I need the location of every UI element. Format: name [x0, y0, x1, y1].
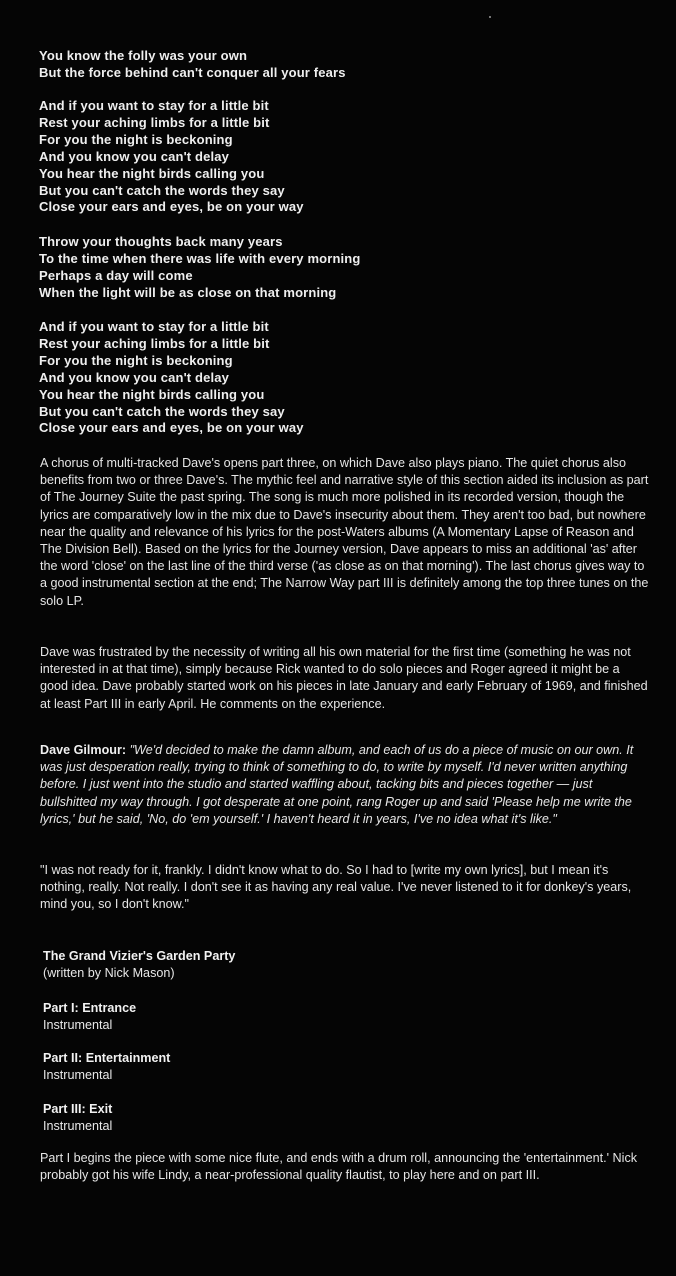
lyric-line: You know the folly was your own — [39, 48, 248, 63]
lyrics-verse-2 — [39, 234, 361, 302]
song-title: The Grand Vizier's Garden Party — [43, 949, 236, 963]
lyric-line: But the force behind can't conquer all your fears — [39, 64, 346, 80]
gilmour-quote-2: "I was not ready for it, frankly. I didn't know what to do. So I had to [write my own lyrics], but I mean it's nothing, really. Not really. I don't see it as having any real value. I've never listened to it for donkey's years, mind you, so I don't know." — [40, 863, 632, 912]
lyric-line: And if you want to stay for a little bit — [39, 319, 269, 334]
lyric-line: But you can't catch the words they say — [39, 182, 285, 198]
part-entry-2 — [43, 1050, 170, 1084]
lyric-line: Throw your thoughts back many years — [39, 234, 283, 249]
part-title: Part I: Entrance — [43, 1001, 137, 1015]
lyrics-verse-1 — [39, 48, 346, 82]
part-entry-1 — [43, 1000, 136, 1034]
gilmour-quote-1 — [40, 742, 650, 828]
commentary-paragraph-1: A chorus of multi-tracked Dave's opens part three, on which Dave also plays piano. The quiet chorus also benefits from two or three Dave's. The mythic feel and narrative style of this section aided its inclusion as part of The Journey Suite the past spring. The song is much more polished in its recorded version, though the lyrics are comparatively low in the mix due to Dave's insecurity about them. They aren't too bad, but nowhere near the quality and relevance of his lyrics for the post-Waters albums (A Momentary Lapse of Reason and The Division Bell). Based on the lyrics for the Journey version, Dave appears to miss an additional 'as' after the word 'close' on the last line of the third verse ('as close as on that morning'). The last chorus gives way to a good instrumental section at the end; The Narrow Way part III is definitely among the top three tunes on the solo LP. — [40, 456, 649, 608]
lyric-line: For you the night is beckoning — [39, 131, 233, 147]
part-title: Part II: Entertainment — [43, 1051, 171, 1065]
quote-text: "We'd decided to make the damn album, and each of us do a piece of music on our own. It was just desperation really, trying to think of something to do, to write by myself. I'd never written anything before. I just went into the studio and started waffling about, tacking bits and pieces together — just bullshitted my way through. I got desperate at one point, rang Roger up and said 'Please help me write the lyrics,' but he said, 'No, do 'em yourself.' I haven't heard it in years, I've no idea what it's like." — [40, 743, 634, 826]
lyric-line: Rest your aching limbs for a little bit — [39, 114, 270, 130]
lyric-line: Perhaps a day will come — [39, 267, 193, 283]
quote-speaker: Dave Gilmour: — [40, 743, 127, 757]
lyric-line: When the light will be as close on that morning — [39, 284, 337, 300]
part-entry-3 — [43, 1101, 112, 1135]
part-title: Part III: Exit — [43, 1102, 113, 1116]
lyrics-chorus-1 — [39, 98, 304, 216]
lyric-line: Rest your aching limbs for a little bit — [39, 335, 270, 351]
commentary-paragraph-3: Part I begins the piece with some nice flute, and ends with a drum roll, announcing the 'entertainment.' Nick probably got his wife Lindy, a near-professional quality flautist, to play here and on part III. — [40, 1151, 638, 1183]
song-credit: (written by Nick Mason) — [43, 965, 175, 980]
song-heading — [43, 948, 235, 982]
commentary-paragraph-2: Dave was frustrated by the necessity of writing all his own material for the first time (something he was not interested in at that time), simply because Rick wanted to do solo pieces and Roger agreed it might be a good idea. Dave probably started work on his pieces in late January and early February of 1969, and finished at least Part III in early April. He comments on the experience. — [40, 645, 648, 711]
lyric-line: And you know you can't delay — [39, 369, 230, 385]
lyric-line: Close your ears and eyes, be on your way — [39, 199, 304, 215]
lyric-line: For you the night is beckoning — [39, 352, 233, 368]
lyrics-chorus-2 — [39, 319, 304, 437]
part-description: Instrumental — [43, 1067, 113, 1082]
lyric-line: To the time when there was life with every morning — [39, 250, 361, 266]
lyric-line: Close your ears and eyes, be on your way — [39, 420, 304, 436]
part-description: Instrumental — [43, 1118, 113, 1133]
lyric-line: And you know you can't delay — [39, 148, 230, 164]
print-speck — [489, 16, 491, 18]
lyric-line: And if you want to stay for a little bit — [39, 98, 269, 113]
part-description: Instrumental — [43, 1017, 113, 1032]
lyric-line: But you can't catch the words they say — [39, 403, 285, 419]
lyric-line: You hear the night birds calling you — [39, 165, 265, 181]
lyric-line: You hear the night birds calling you — [39, 386, 265, 402]
